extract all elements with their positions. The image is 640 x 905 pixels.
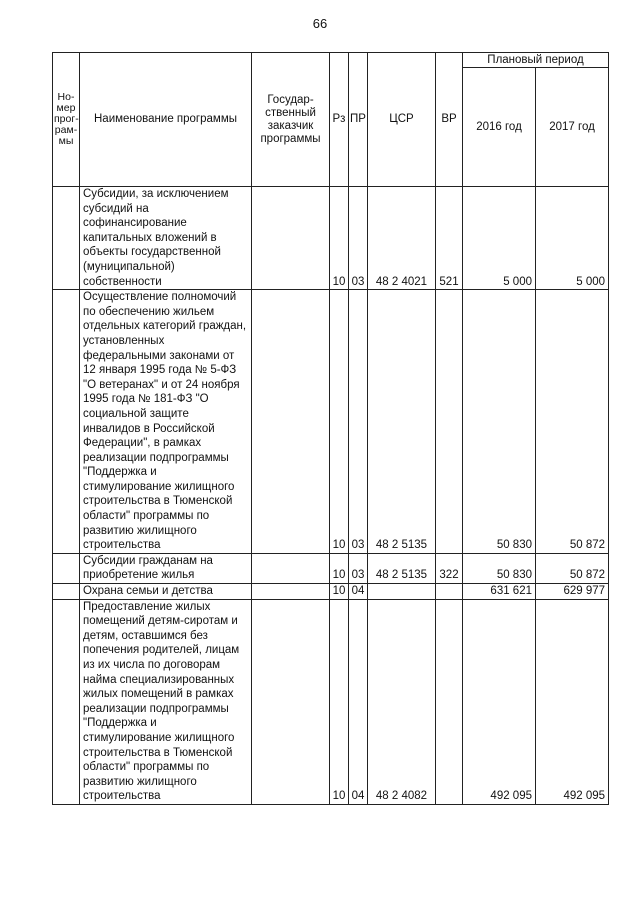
cell-vr [436, 599, 463, 804]
header-vr: ВР [436, 53, 463, 187]
cell-2017: 492 095 [536, 599, 609, 804]
cell-rz: 10 [330, 553, 349, 583]
cell-vr: 322 [436, 553, 463, 583]
cell-rz: 10 [330, 290, 349, 554]
cell-name: Субсидии, за исключением субсидий на софинансирование капитальных вложений в объекты государственной (муниципальной) собственности [80, 187, 252, 290]
budget-table [52, 52, 609, 805]
cell-num [53, 290, 80, 554]
table-row [53, 584, 609, 600]
cell-2016: 50 830 [463, 553, 536, 583]
cell-rz: 10 [330, 584, 349, 600]
cell-num [53, 584, 80, 600]
cell-2016: 631 621 [463, 584, 536, 600]
header-program-number: Но- мер прог- рам- мы [53, 53, 80, 187]
cell-name: Субсидии гражданам на приобретение жилья [80, 553, 252, 583]
page-number: 66 [312, 16, 328, 31]
header-year-2017: 2017 год [536, 68, 609, 187]
cell-vr: 521 [436, 187, 463, 290]
cell-num [53, 599, 80, 804]
cell-2016: 492 095 [463, 599, 536, 804]
cell-2016: 5 000 [463, 187, 536, 290]
table-row [53, 187, 609, 290]
cell-csr: 48 2 5135 [368, 290, 436, 554]
cell-pr: 03 [349, 187, 368, 290]
header-program-name: Наименование программы [80, 53, 252, 187]
cell-pr: 03 [349, 553, 368, 583]
cell-customer [252, 584, 330, 600]
header-rz: Рз [330, 53, 349, 187]
header-pr: ПР [349, 53, 368, 187]
cell-customer [252, 599, 330, 804]
cell-customer [252, 290, 330, 554]
cell-pr: 04 [349, 599, 368, 804]
header-customer: Государ- ственный заказчик программы [252, 53, 330, 187]
cell-name: Охрана семьи и детства [80, 584, 252, 600]
cell-pr: 04 [349, 584, 368, 600]
cell-name: Предоставление жилых помещений детям-сиротам и детям, оставшимся без попечения родителей, лицам из их числа по договорам найма специализированных жилых помещений в рамках реализации подпрограммы "Поддержка и стимулирование жилищного строительства в Тюменской области" программы по развитию жилищного строительства [80, 599, 252, 804]
cell-customer [252, 553, 330, 583]
header-plan-period: Плановый период [463, 53, 609, 68]
cell-pr: 03 [349, 290, 368, 554]
cell-2017: 50 872 [536, 553, 609, 583]
cell-rz: 10 [330, 599, 349, 804]
header-csr: ЦСР [368, 53, 436, 187]
cell-num [53, 553, 80, 583]
cell-vr [436, 584, 463, 600]
header-year-2016: 2016 год [463, 68, 536, 187]
cell-rz: 10 [330, 187, 349, 290]
cell-customer [252, 187, 330, 290]
table-row [53, 290, 609, 554]
cell-2016: 50 830 [463, 290, 536, 554]
cell-csr: 48 2 4082 [368, 599, 436, 804]
cell-2017: 629 977 [536, 584, 609, 600]
cell-name: Осуществление полномочий по обеспечению жильем отдельных категорий граждан, установленных федеральными законами от 12 января 1995 года № 5-ФЗ "О ветеранах" и от 24 ноября 1995 года № 181-ФЗ "О социальной защите инвалидов в Российской Федерации", в рамках реализации подпрограммы "Поддержка и стимулирование жилищного строительства в Тюменской области" программы по развитию жилищного строительства [80, 290, 252, 554]
table-row [53, 553, 609, 583]
cell-csr: 48 2 4021 [368, 187, 436, 290]
table-row [53, 599, 609, 804]
cell-2017: 5 000 [536, 187, 609, 290]
cell-num [53, 187, 80, 290]
cell-2017: 50 872 [536, 290, 609, 554]
cell-csr: 48 2 5135 [368, 553, 436, 583]
cell-vr [436, 290, 463, 554]
cell-csr [368, 584, 436, 600]
